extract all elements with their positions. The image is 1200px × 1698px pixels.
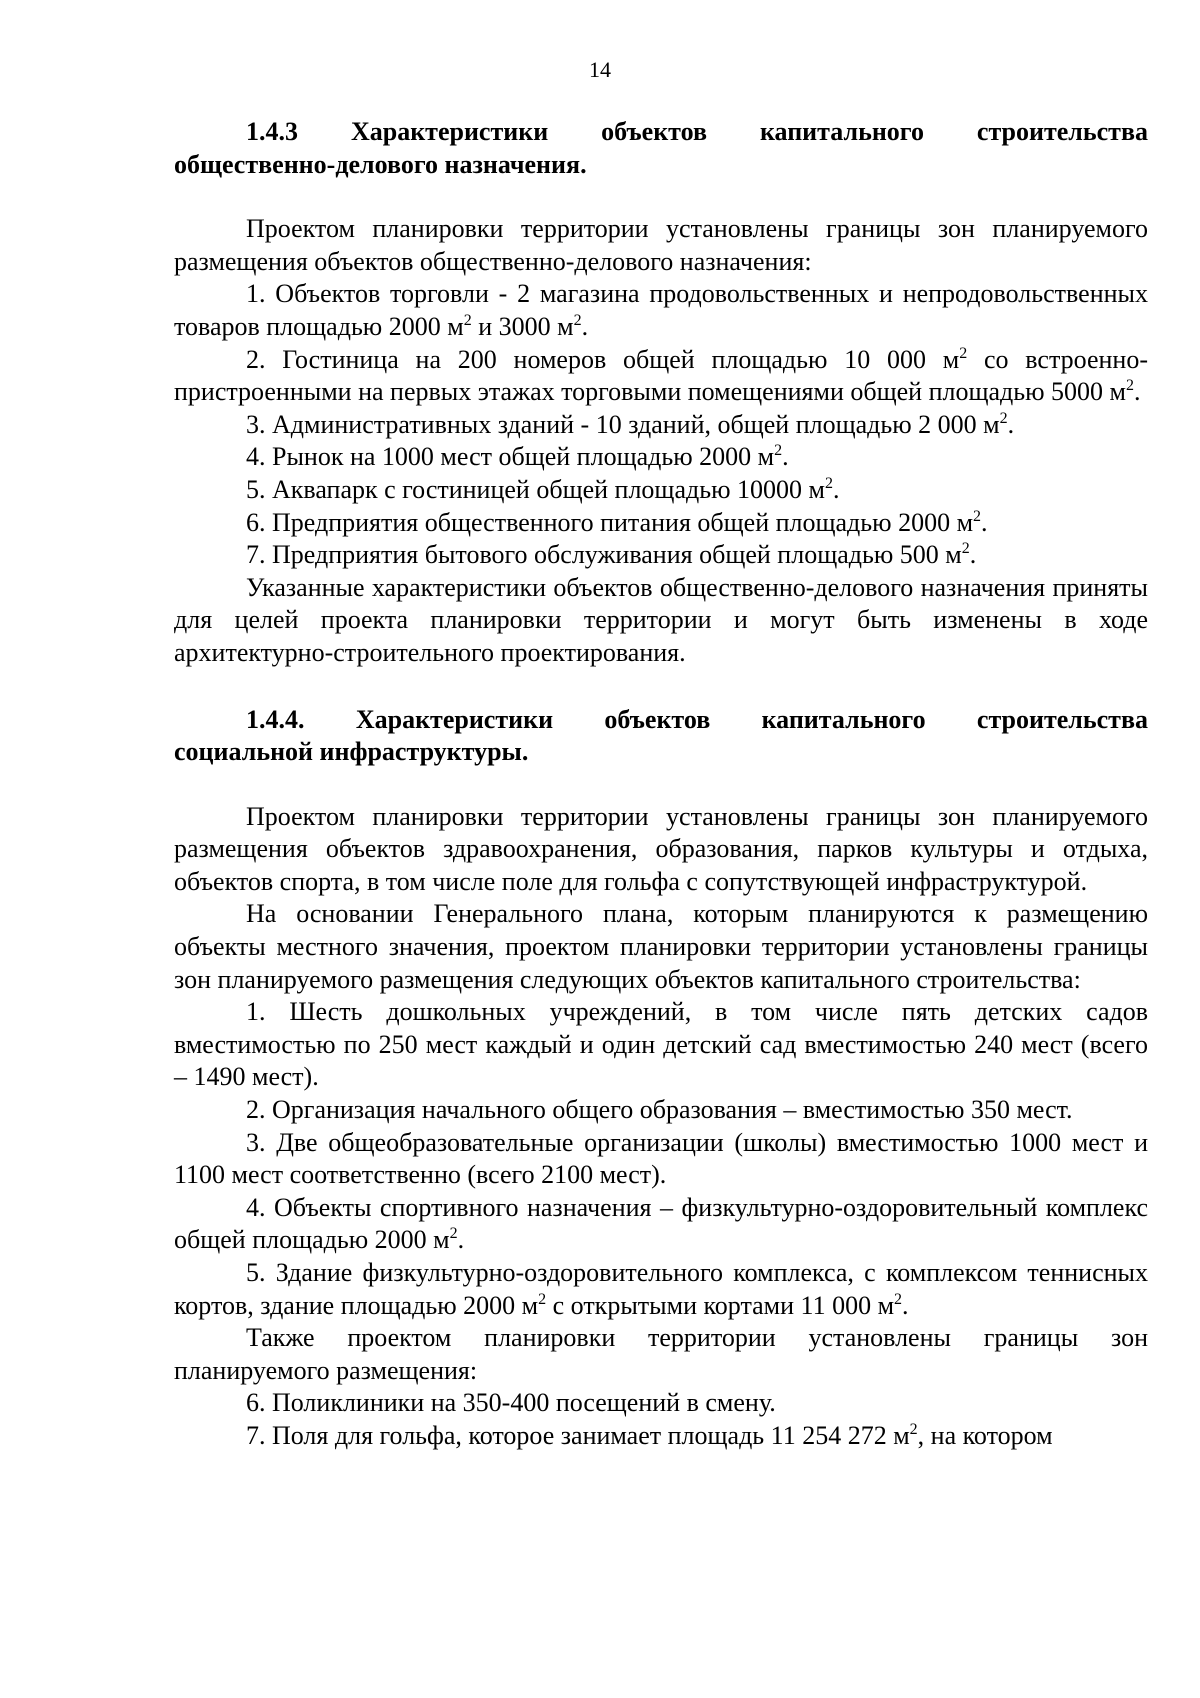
section2-also: Также проектом планировки территории установлены границы зон планируемого размещения: bbox=[174, 1323, 1148, 1385]
section1-closing: Указанные характеристики объектов общественно-делового назначения приняты для целей проекта планировки территории и могут быть изменены в ходе архитектурно-строительного проектирования. bbox=[174, 572, 1148, 667]
section-heading-line2: общественно-делового назначения. bbox=[174, 149, 587, 179]
section1-item-4: 4. Рынок на 1000 мест общей площадью 2000 $м^2$. bbox=[246, 442, 789, 472]
section1-item-7: 7. Предприятия бытового обслуживания общей площадью 500 $м^2$. bbox=[246, 540, 977, 570]
section2-item-7: 7. Поля для гольфа, которое занимает площадь 11 254 272 $м^2$, на котором bbox=[246, 1420, 1053, 1450]
section2-item-3: 3. Две общеобразовательные организации (школы) вместимостью 1000 мест и 1100 мест соответственно (всего 2100 мест). bbox=[174, 1127, 1148, 1190]
section-heading-1-4-4 bbox=[174, 704, 1148, 769]
section2-item-5: 5. Здание физкультурно-оздоровительного комплекса, с комплексом теннисных кортов, здание площадью 2000 $м^2$ с открытыми кортами 11 000 $м^2$. bbox=[174, 1258, 1148, 1320]
section-heading-line2: социальной инфраструктуры. bbox=[174, 737, 529, 767]
section1-item-6: 6. Предприятия общественного питания общей площадью 2000 $м^2$. bbox=[246, 507, 988, 537]
section1-item-3: 3. Административных зданий - 10 зданий, общей площадью 2 000 $м^2$. bbox=[246, 409, 1015, 439]
section-heading-1-4-3 bbox=[174, 116, 1148, 181]
section1-item-1: 1. Объектов торговли - 2 магазина продовольственных и непродовольственных товаров площадью 2000 $м^2$ и 3000 $м^2$. bbox=[174, 279, 1148, 341]
section-heading-line1: 1.4.3 Характеристики объектов капитального строительства bbox=[246, 117, 1148, 146]
page-number: 14 bbox=[589, 57, 611, 82]
section1-item-5: 5. Аквапарк с гостиницей общей площадью 10000 $м^2$. bbox=[246, 474, 840, 504]
section2-item-4: 4. Объекты спортивного назначения – физкультурно-оздоровительный комплекс общей площадью 2000 $м^2$. bbox=[174, 1192, 1148, 1255]
section-heading-line1: 1.4.4. Характеристики объектов капитального строительства bbox=[246, 704, 1148, 734]
section1-item-2: 2. Гостиница на 200 номеров общей площадью 10 000 $м^2$ со встроенно-пристроенными на первых этажах торговыми помещениями общей площадью 5000 $м^2$. bbox=[174, 344, 1148, 407]
section2-basis: На основании Генерального плана, которым планируются к размещению объекты местного значения, проектом планировки территории установлены границы зон планируемого размещения следующих объектов капитального строительства: bbox=[174, 899, 1148, 994]
document-body bbox=[174, 116, 1148, 1453]
section2-item-6: 6. Поликлиники на 350-400 посещений в смену. bbox=[246, 1388, 776, 1418]
section2-intro: Проектом планировки территории установлены границы зон планируемого размещения объектов здравоохранения, образования, парков культуры и отдыха, объектов спорта, в том числе поле для гольфа с сопутствующей инфраструктурой. bbox=[174, 801, 1148, 896]
section2-item-1: 1. Шесть дошкольных учреждений, в том числе пять детских садов вместимостью по 250 мест каждый и один детский сад вместимостью 240 мест (всего – 1490 мест). bbox=[174, 997, 1148, 1092]
section2-item-2: 2. Организация начального общего образования – вместимостью 350 мест. bbox=[246, 1095, 1073, 1125]
section1-intro: Проектом планировки территории установлены границы зон планируемого размещения объектов общественно-делового назначения: bbox=[174, 214, 1148, 276]
